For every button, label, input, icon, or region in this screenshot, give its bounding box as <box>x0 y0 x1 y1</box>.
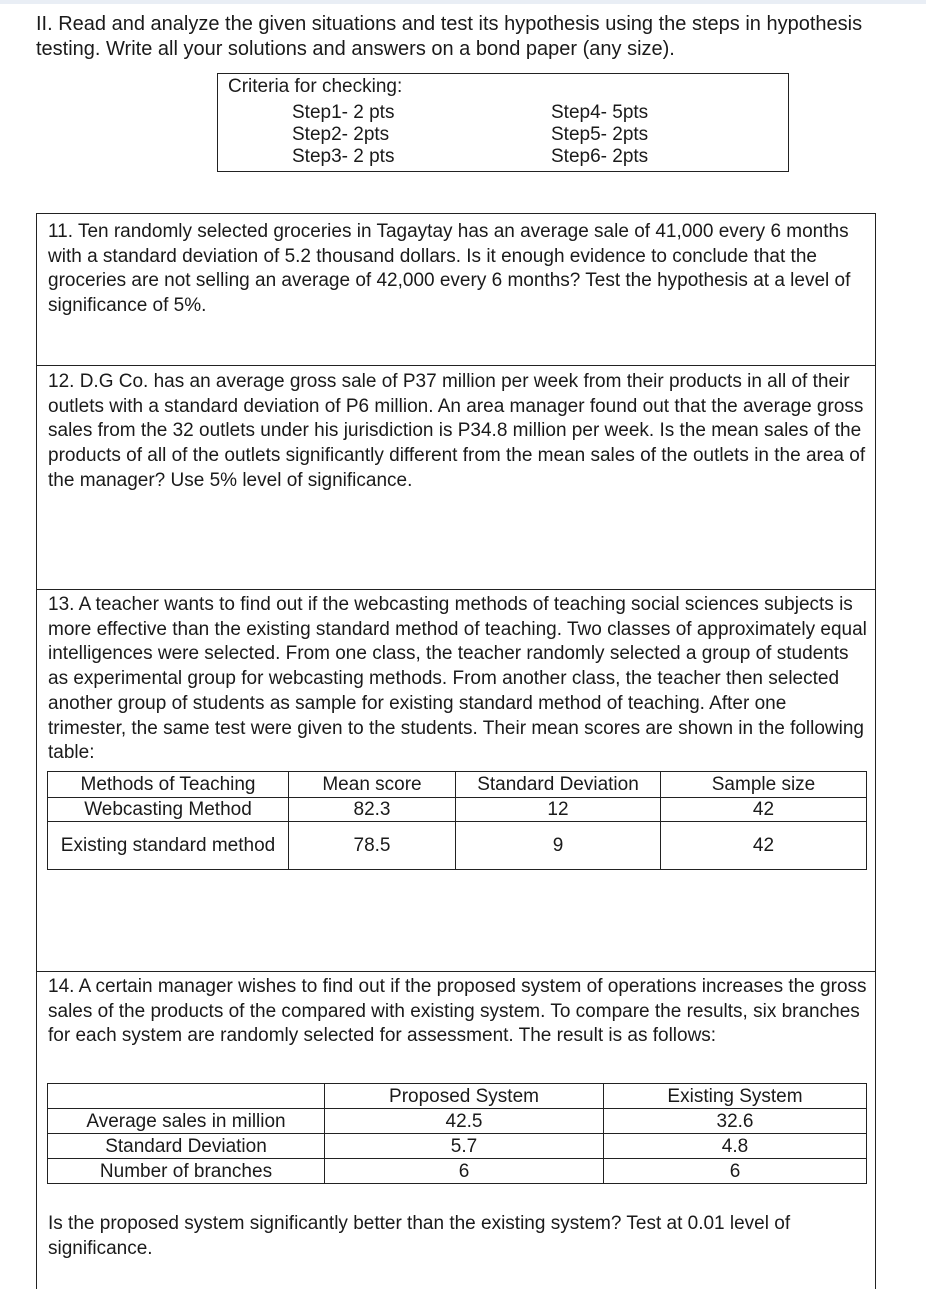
table-cell: 12 <box>456 798 661 822</box>
page-top-rule <box>0 0 926 4</box>
table-13 <box>47 771 867 870</box>
table-cell: 82.3 <box>289 798 456 822</box>
table-cell: 32.6 <box>604 1109 867 1134</box>
instructions-text: II. Read and analyze the given situations and test its hypothesis using the steps in hypothesis testing. Write all your solutions and answers on a bond paper (any size). <box>36 13 863 60</box>
table-row <box>48 822 867 870</box>
table-header-cell: Proposed System <box>325 1084 604 1109</box>
table-header-cell: Methods of Teaching <box>48 772 289 798</box>
table-header-cell: Mean score <box>289 772 456 798</box>
criteria-right-column <box>551 102 648 168</box>
criteria-step1: Step1- 2 pts <box>292 102 395 123</box>
table-header-cell: Existing System <box>604 1084 867 1109</box>
problem-12: 12. D.G Co. has an average gross sale of P37 million per week from their products in all of their outlets with a standard deviation of P6 million. An area manager found out that the average gross sales from the 32 outlets under his jurisdiction is P34.8 million per week. Is the mean sales of the products of all of the outlets significantly different from the mean sales of the outlets in the area of the manager? Use 5% level of significance. <box>48 371 866 491</box>
table-cell: 5.7 <box>325 1134 604 1159</box>
table-cell: 78.5 <box>289 822 456 870</box>
table-cell: 4.8 <box>604 1134 867 1159</box>
table-header-cell: Standard Deviation <box>456 772 661 798</box>
table-cell: 42.5 <box>325 1109 604 1134</box>
table-header-row <box>48 772 867 798</box>
table-cell: 6 <box>325 1159 604 1184</box>
table-cell: Webcasting Method <box>48 798 289 822</box>
table-header-cell: Sample size <box>661 772 867 798</box>
table-row <box>48 798 867 822</box>
table-header-cell <box>48 1084 325 1109</box>
table-row <box>48 1159 867 1184</box>
table-cell: Existing standard method <box>48 822 289 870</box>
criteria-step6: Step6- 2pts <box>551 146 649 167</box>
table-row <box>48 1109 867 1134</box>
problems-frame <box>36 213 876 1289</box>
table-cell: 9 <box>456 822 661 870</box>
table-14 <box>47 1083 867 1184</box>
table-cell: 42 <box>661 822 867 870</box>
criteria-step4: Step4- 5pts <box>551 102 649 123</box>
problem-14: 14. A certain manager wishes to find out if the proposed system of operations increases the gross sales of the products of the compared with existing system. To compare the results, six branches for each system are randomly selected for assessment. The result is as follows: <box>48 976 867 1047</box>
criteria-step2: Step2- 2pts <box>292 124 390 145</box>
table-header-row <box>48 1084 867 1109</box>
problem-11: 11. Ten randomly selected groceries in Tagaytay has an average sale of 41,000 every 6 months with a standard deviation of 5.2 thousand dollars. Is it enough evidence to conclude that the groceries are not selling an average of 42,000 every 6 months? Test the hypothesis at a level of significance of 5%. <box>48 221 851 317</box>
table-cell: Standard Deviation <box>48 1134 325 1159</box>
criteria-step5: Step5- 2pts <box>551 124 649 145</box>
criteria-left-column <box>292 102 394 168</box>
problem-13: 13. A teacher wants to find out if the webcasting methods of teaching social sciences subjects is more effective than the existing standard method of teaching. Two classes of approximately equal intelligences were selected. From one class, the teacher randomly selected a group of students as experimental group for webcasting methods. From another class, the teacher then selected another group of students as sample for existing standard method of teaching. After one trimester, the same test were given to the students. Their mean scores are shown in the following table: <box>48 594 867 764</box>
criteria-step3: Step3- 2 pts <box>292 146 395 167</box>
table-cell: Average sales in million <box>48 1109 325 1134</box>
criteria-title: Criteria for checking: <box>228 76 403 97</box>
criteria-box <box>217 73 789 172</box>
table-cell: Number of branches <box>48 1159 325 1184</box>
table-row <box>48 1134 867 1159</box>
table-cell: 6 <box>604 1159 867 1184</box>
table-cell: 42 <box>661 798 867 822</box>
problem-14-question: Is the proposed system significantly better than the existing system? Test at 0.01 level of significance. <box>48 1213 791 1259</box>
